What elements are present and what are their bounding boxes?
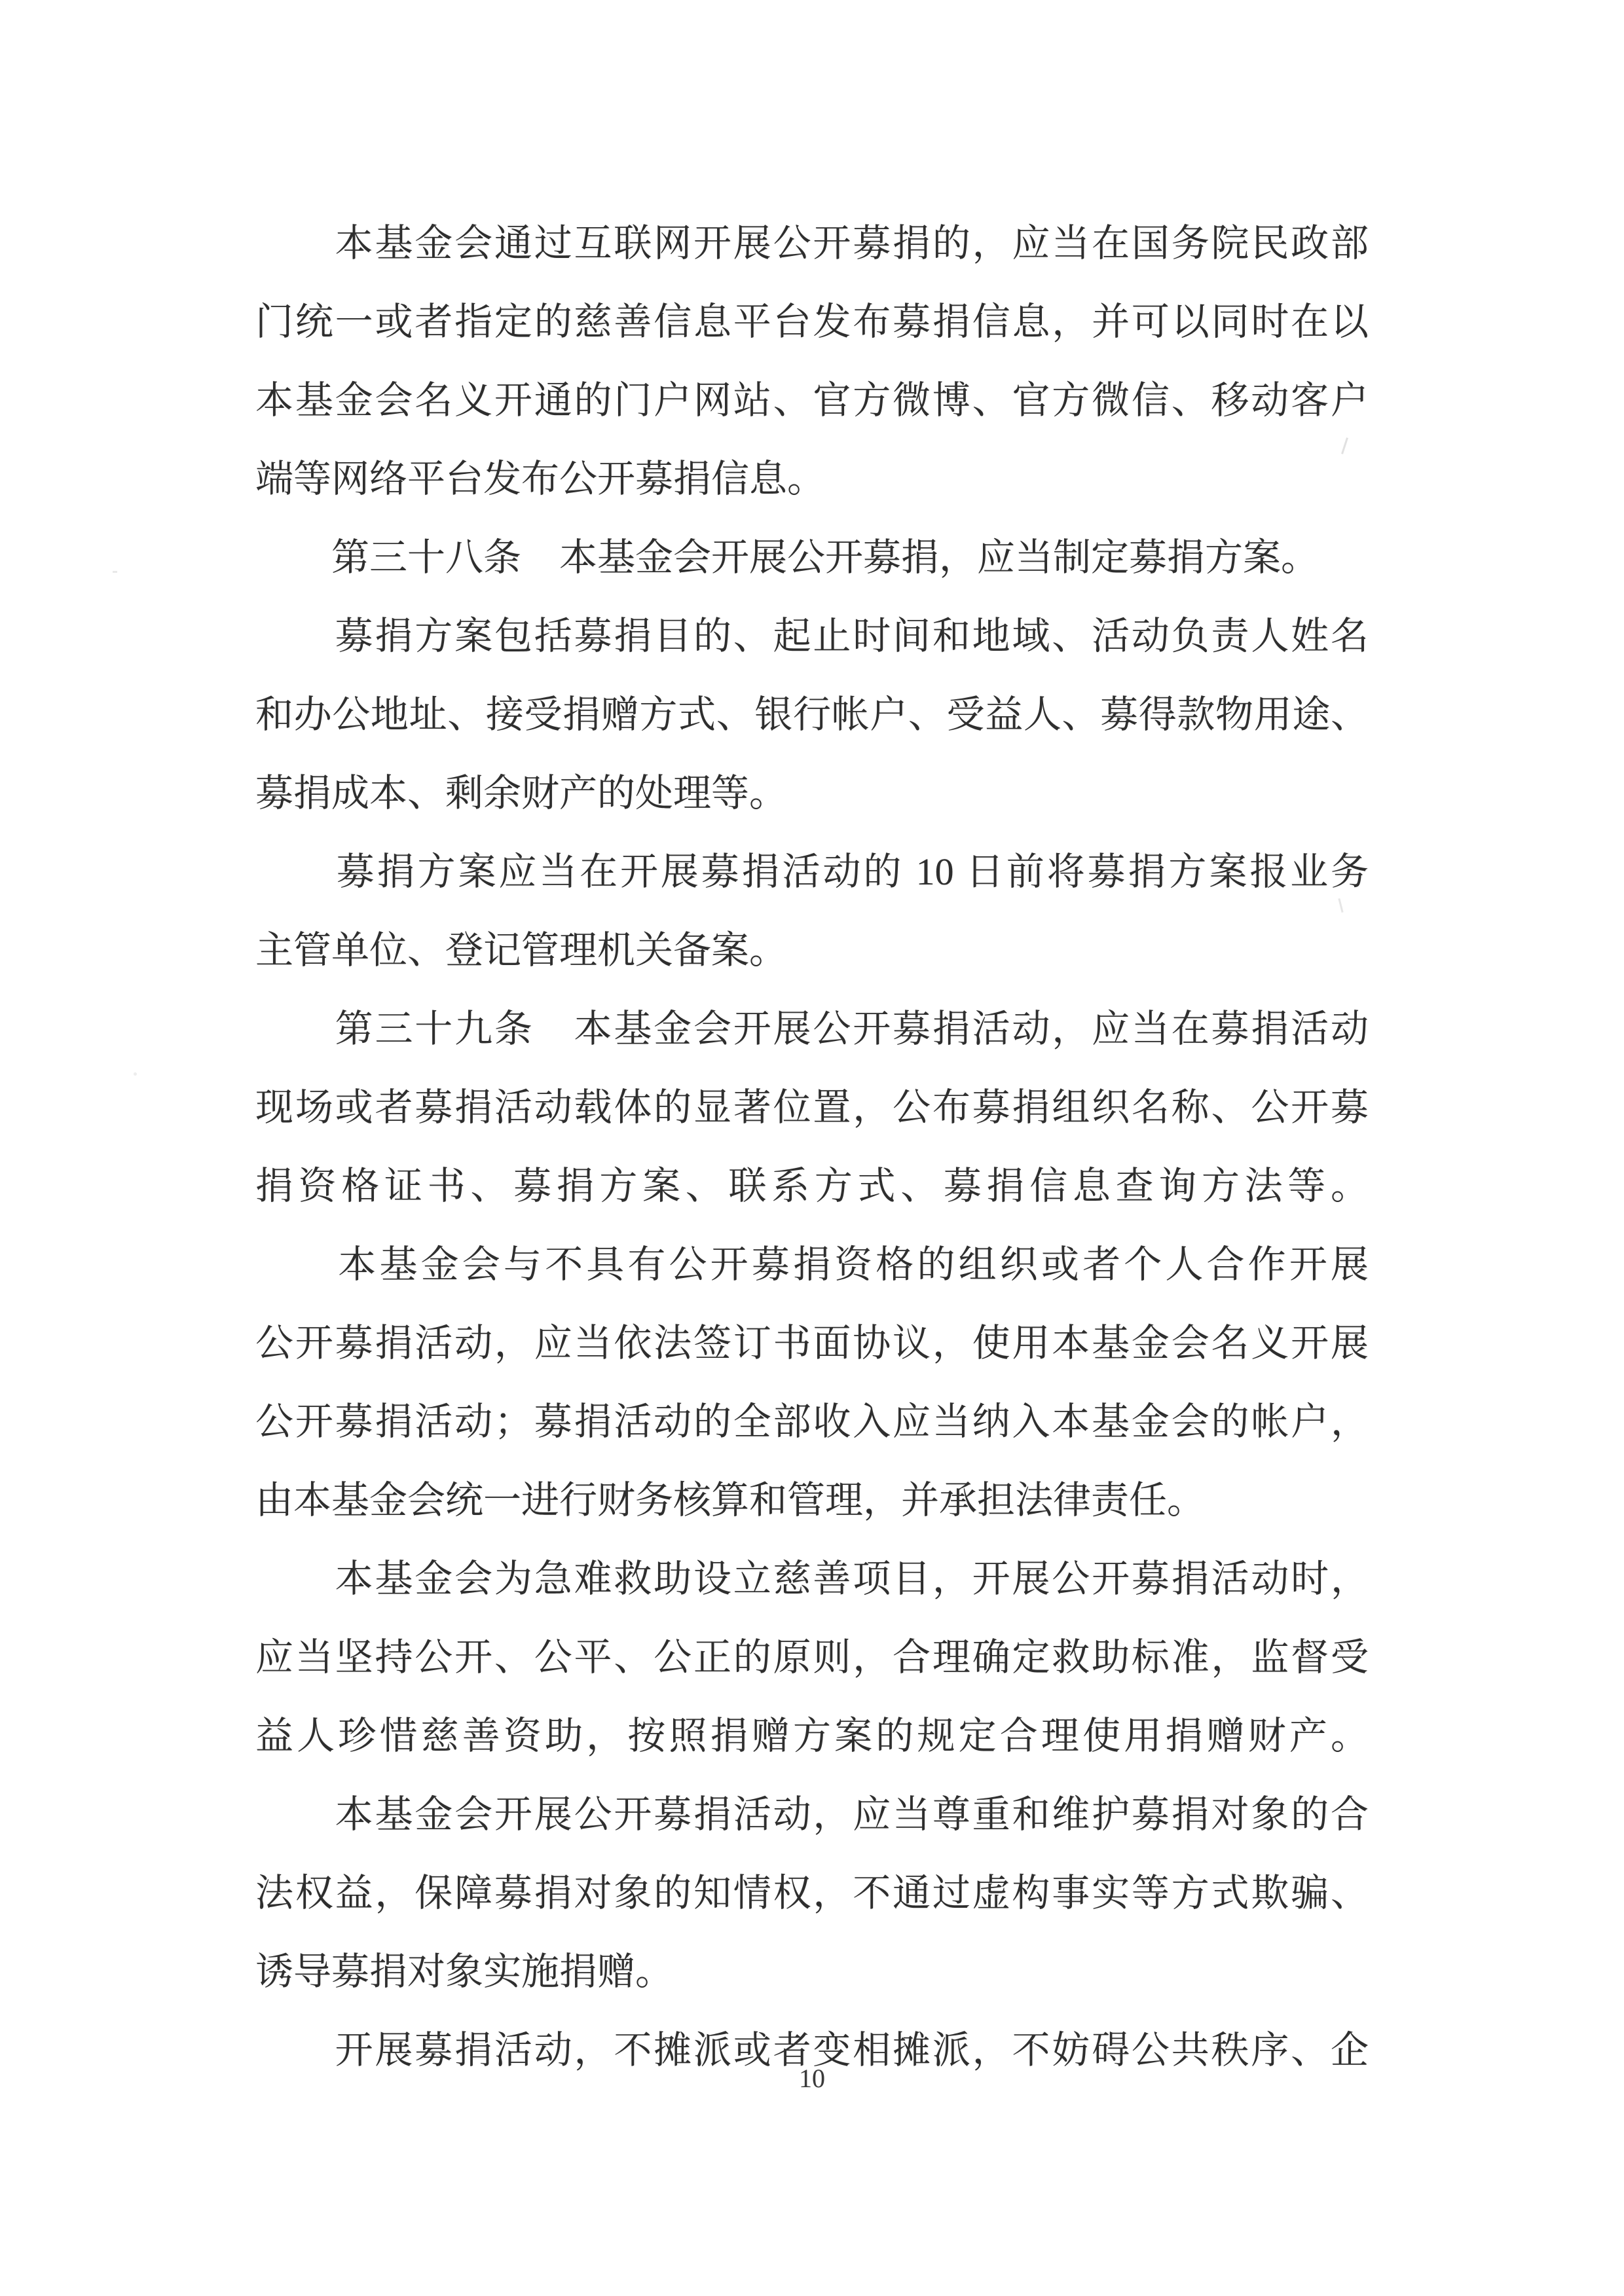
text-line: 开展募捐活动，不摊派或者变相摊派，不妨碍公共秩序、企 bbox=[255, 2029, 1369, 2071]
text-line-article-38: 第三十八条 本基金会开展公开募捐，应当制定募捐方案。 bbox=[255, 536, 1320, 579]
text-line: 应当坚持公开、公平、公正的原则，合理确定救助标准，监督受 bbox=[255, 1636, 1369, 1679]
text-line: 诱导募捐对象实施捐赠。 bbox=[255, 1950, 674, 1993]
text-line-article-39: 第三十九条 本基金会开展公开募捐活动，应当在募捐活动 bbox=[255, 1008, 1369, 1050]
text-line: 端等网络平台发布公开募捐信息。 bbox=[255, 458, 826, 500]
text-line: 公开募捐活动；募捐活动的全部收入应当纳入本基金会的帐户， bbox=[255, 1400, 1369, 1443]
document-text-block bbox=[255, 204, 1369, 2090]
text-line: 公开募捐活动，应当依法签订书面协议，使用本基金会名义开展 bbox=[255, 1322, 1369, 1364]
text-line: 募捐方案包括募捐目的、起止时间和地域、活动负责人姓名 bbox=[255, 615, 1369, 657]
text-line: 本基金会与不具有公开募捐资格的组织或者个人合作开展 bbox=[255, 1243, 1369, 1286]
text-line: 门统一或者指定的慈善信息平台发布募捐信息，并可以同时在以 bbox=[255, 301, 1369, 343]
text-line: 本基金会为急难救助设立慈善项目，开展公开募捐活动时， bbox=[255, 1558, 1369, 1600]
text-line: 募捐方案应当在开展募捐活动的 10 日前将募捐方案报业务 bbox=[255, 850, 1369, 893]
text-line: 益人珍惜慈善资助，按照捐赠方案的规定合理使用捐赠财产。 bbox=[255, 1715, 1369, 1757]
text-line: 本基金会通过互联网开展公开募捐的，应当在国务院民政部 bbox=[255, 222, 1369, 264]
text-line: 本基金会名义开通的门户网站、官方微博、官方微信、移动客户 bbox=[255, 379, 1369, 422]
scan-artifact bbox=[113, 571, 117, 573]
text-line: 法权益，保障募捐对象的知情权，不通过虚构事实等方式欺骗、 bbox=[255, 1872, 1369, 1914]
text-line: 由本基金会统一进行财务核算和管理，并承担法律责任。 bbox=[255, 1479, 1206, 1522]
text-line: 捐资格证书、募捐方案、联系方式、募捐信息查询方法等。 bbox=[255, 1165, 1369, 1207]
text-line: 本基金会开展公开募捐活动，应当尊重和维护募捐对象的合 bbox=[255, 1793, 1369, 1836]
text-line: 现场或者募捐活动载体的显著位置，公布募捐组织名称、公开募 bbox=[255, 1086, 1369, 1129]
page-number: 10 bbox=[799, 2064, 825, 2093]
scan-artifact bbox=[134, 1072, 137, 1076]
text-line: 主管单位、登记管理机关备案。 bbox=[255, 929, 788, 972]
text-line: 募捐成本、剩余财产的处理等。 bbox=[255, 772, 788, 814]
text-line: 和办公地址、接受捐赠方式、银行帐户、受益人、募得款物用途、 bbox=[255, 693, 1369, 736]
